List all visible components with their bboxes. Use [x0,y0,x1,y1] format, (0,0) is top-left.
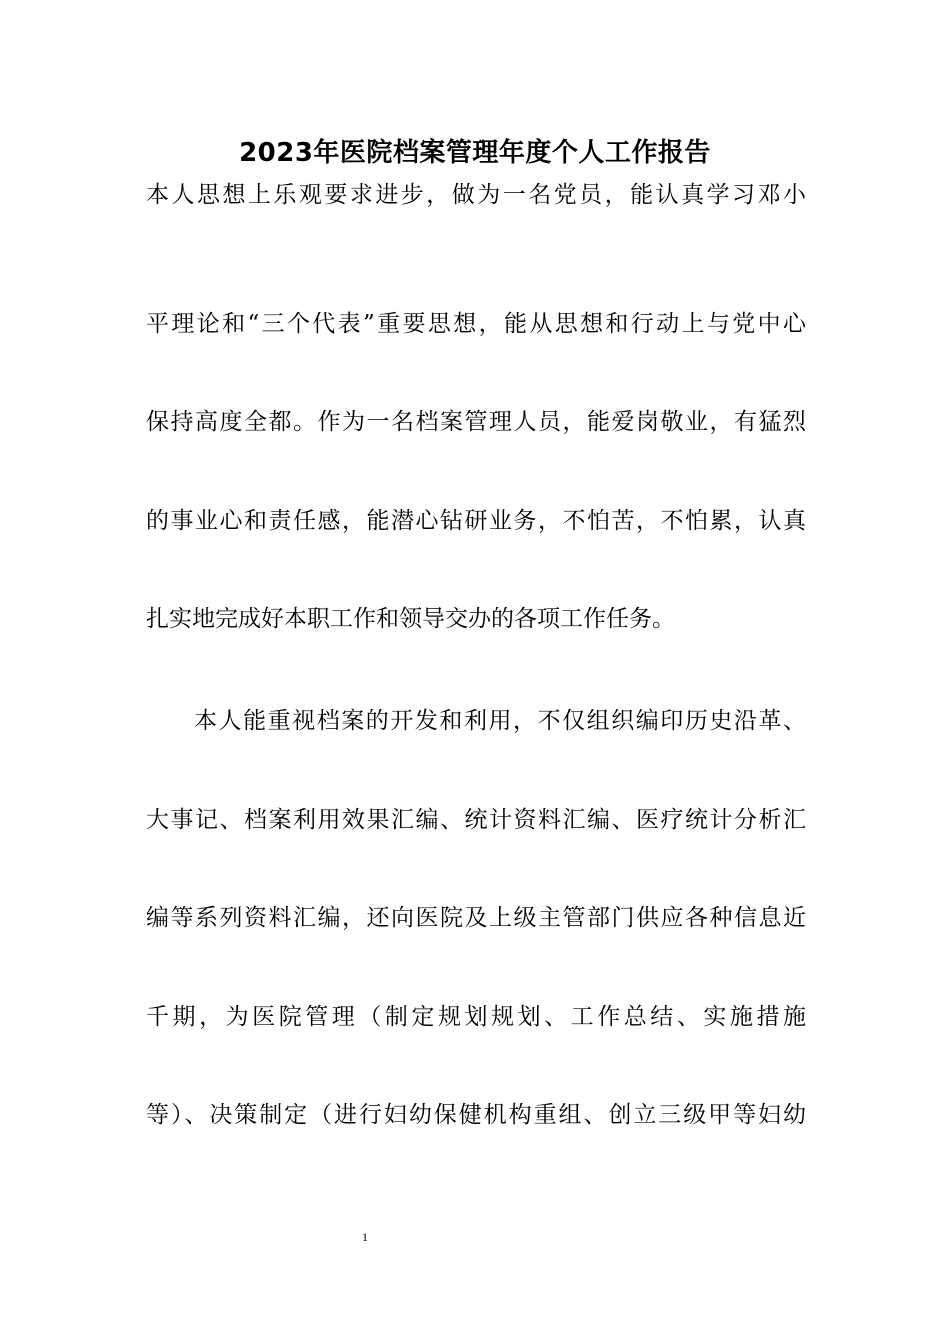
paragraph-2-line-2: 大事记、档案利用效果汇编、统计资料汇编、医疗统计分析汇 [146,807,806,833]
paragraph-2-line-4: 千期，为医院管理（制定规划规划、工作总结、实施措施 [146,1004,806,1030]
paragraph-1-line-2: 平理论和“三个代表”重要思想，能从思想和行动上与党中心 [146,311,806,337]
paragraph-1-line-4: 的事业心和责任感，能潜心钻研业务，不怕苦，不怕累，认真 [146,508,806,534]
paragraph-2-line-3: 编等系列资料汇编，还向医院及上级主管部门供应各种信息近 [146,905,806,931]
paragraph-2-line-5: 等）、决策制定（进行妇幼保健机构重组、创立三级甲等妇幼 [146,1102,806,1128]
document-title: 2023年医院档案管理年度个人工作报告 [239,138,711,168]
paragraph-2-line-1: 本人能重视档案的开发和利用，不仅组织编印历史沿革、 [194,708,806,734]
paragraph-1-line-1: 本人思想上乐观要求进步，做为一名党员，能认真学习邓小 [146,182,806,208]
paragraph-1-line-3: 保持高度全都。作为一名档案管理人员，能爱岗敬业，有猛烈 [146,409,806,435]
page-number: 1 [362,1230,368,1244]
paragraph-1-line-5: 扎实地完成好本职工作和领导交办的各项工作任务。 [146,606,675,632]
